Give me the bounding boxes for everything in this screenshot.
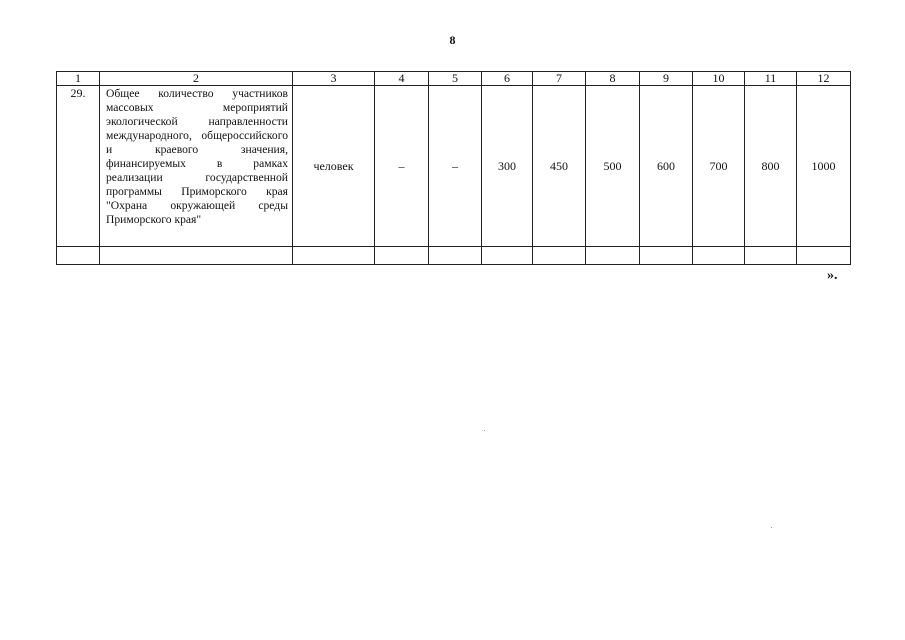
table-row xyxy=(57,86,851,247)
empty-cell xyxy=(57,247,100,265)
empty-cell xyxy=(482,247,533,265)
table-header-row xyxy=(57,72,851,86)
column-header: 10 xyxy=(693,72,745,86)
value-cell: – xyxy=(375,86,429,247)
value-cell: 500 xyxy=(586,86,640,247)
value-cell: 1000 xyxy=(797,86,851,247)
value-cell: 600 xyxy=(640,86,693,247)
column-header: 11 xyxy=(745,72,797,86)
value-cell: 300 xyxy=(482,86,533,247)
indicator-description: Общее количество участников массовых мероприятий экологической направленности международного, общероссийского и краевого значения, финансируемых в рамках реализации государственной программы Приморского края "Охрана окружающей среды Приморского края" xyxy=(100,86,293,247)
column-header: 7 xyxy=(533,72,586,86)
column-header: 1 xyxy=(57,72,100,86)
indicator-table xyxy=(56,71,851,265)
empty-cell xyxy=(429,247,482,265)
column-header: 2 xyxy=(100,72,293,86)
empty-cell xyxy=(375,247,429,265)
empty-table-row xyxy=(57,247,851,265)
column-header: 12 xyxy=(797,72,851,86)
column-header: 3 xyxy=(293,72,375,86)
scan-speck xyxy=(771,527,772,528)
column-header: 5 xyxy=(429,72,482,86)
empty-cell xyxy=(586,247,640,265)
unit-cell: человек xyxy=(293,86,375,247)
empty-cell xyxy=(745,247,797,265)
page-number: 8 xyxy=(449,33,456,47)
column-header: 4 xyxy=(375,72,429,86)
column-header: 8 xyxy=(586,72,640,86)
empty-cell xyxy=(693,247,745,265)
empty-cell xyxy=(533,247,586,265)
column-header: 9 xyxy=(640,72,693,86)
value-cell: 800 xyxy=(745,86,797,247)
empty-cell xyxy=(100,247,293,265)
row-number: 29. xyxy=(57,86,100,247)
empty-cell xyxy=(797,247,851,265)
empty-cell xyxy=(293,247,375,265)
value-cell: 450 xyxy=(533,86,586,247)
closing-quote-mark: ». xyxy=(827,268,838,283)
value-cell: – xyxy=(429,86,482,247)
value-cell: 700 xyxy=(693,86,745,247)
empty-cell xyxy=(640,247,693,265)
column-header: 6 xyxy=(482,72,533,86)
scan-speck xyxy=(484,430,485,431)
